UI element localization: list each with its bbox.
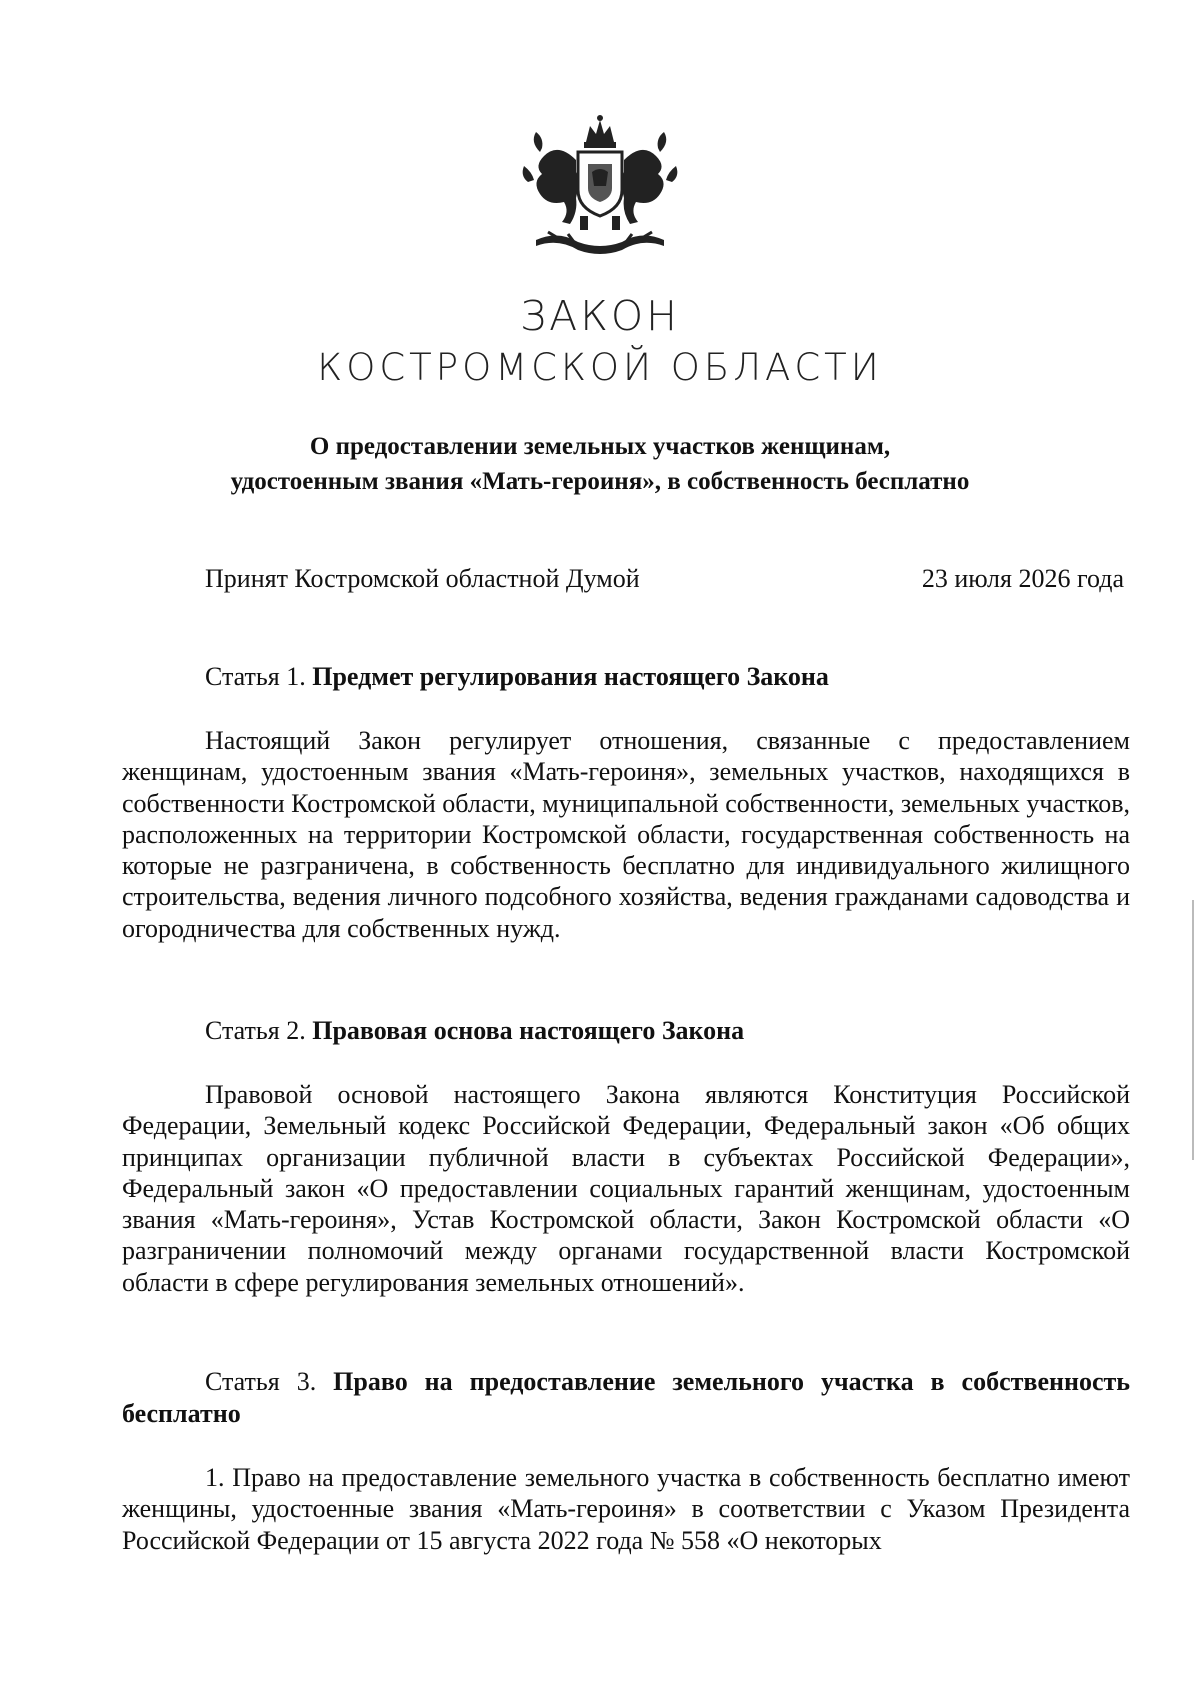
article-number: Статья 2.	[205, 1016, 306, 1045]
coat-of-arms-emblem	[518, 112, 682, 262]
article-name: Предмет регулирования настоящего Закона	[312, 662, 829, 691]
article-number: Статья 3.	[205, 1367, 317, 1396]
article-name: Право на предоставление земельного участка в собственность бесплатно	[122, 1367, 1131, 1428]
article-3-text: 1. Право на предоставление земельного участка в собственность бесплатно имеют женщины, удостоенные звания «Мать-героиня» в соответствии с Указом Президента Российской Федерации от 15 августа 2022 года № 558 «О некоторых	[122, 1463, 1130, 1555]
article-3-heading	[122, 1366, 1130, 1430]
region-heading: КОСТРОМСКОЙ ОБЛАСТИ	[317, 346, 883, 389]
article-2-text: Правовой основой настоящего Закона являются Конституция Российской Федерации, Земельный кодекс Российской Федерации, Федеральный закон «Об общих принципах организации публичной власти в субъектах Российской Федерации», Федеральный закон «О предоставлении социальных гарантий женщинам, удостоенным звания «Мать-героиня», Устав Костромской области, Закон Костромской области «О разграничении полномочий между органами государственной власти Костромской области в сфере регулирования земельных отношений».	[122, 1080, 1130, 1297]
article-1-text: Настоящий Закон регулирует отношения, связанные с предоставлением женщинам, удостоенным звания «Мать-героиня», земельных участков, находящихся в собственности Костромской области, муниципальной собственности, земельных участков, расположенных на территории Костромской области, государственная собственность на которые не разграничена, в собственность бесплатно для индивидуального жилищного строительства, ведения личного подсобного хозяйства, ведения гражданами садоводства и огородничества для собственных нужд.	[122, 726, 1130, 943]
law-title-line-1: О предоставлении земельных участков женщинам,	[309, 433, 891, 460]
adopted-by: Принят Костромской областной Думой	[205, 564, 640, 593]
adoption-date: 23 июля 2026 года	[921, 564, 1124, 593]
law-title-line-2: удостоенным звания «Мать-героиня», в собственность бесплатно	[230, 468, 970, 495]
article-2-heading	[122, 1014, 1132, 1048]
article-number: Статья 1.	[205, 662, 306, 691]
article-1-heading	[122, 660, 1132, 694]
law-heading: ЗАКОН	[520, 292, 680, 340]
scan-edge-mark	[1192, 900, 1194, 1160]
article-name: Правовая основа настоящего Закона	[312, 1016, 745, 1045]
